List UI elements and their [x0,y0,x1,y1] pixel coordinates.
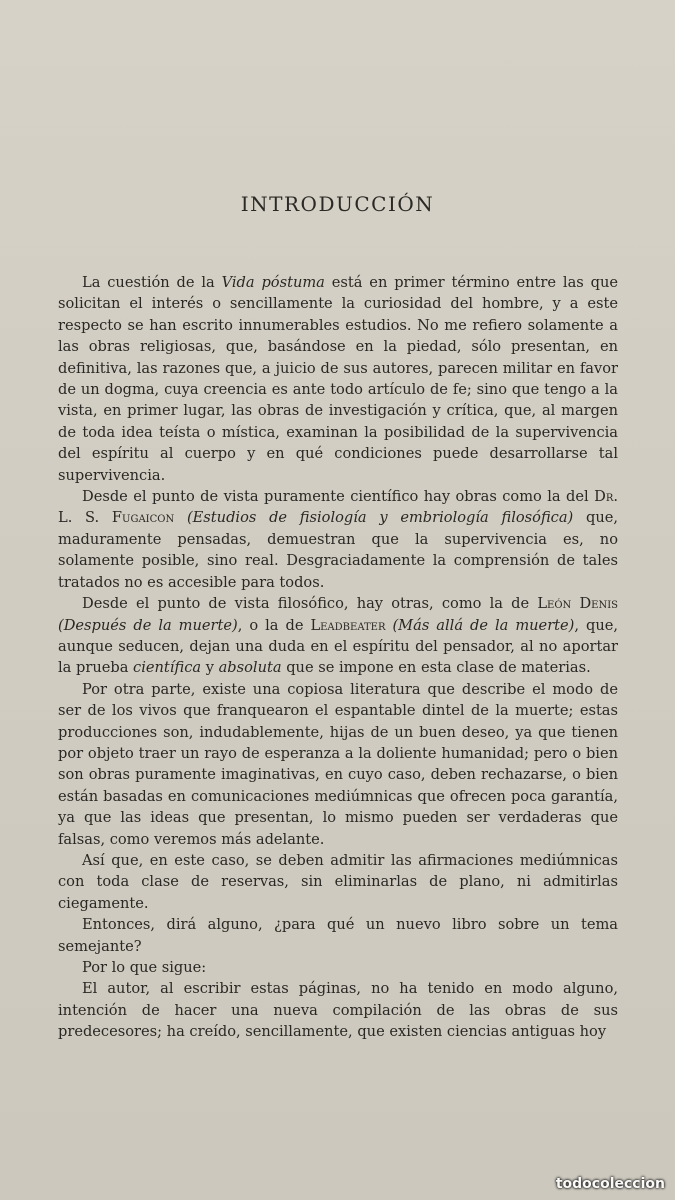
watermark-logo: todocoleccion [555,1176,665,1192]
paragraph-7: Por lo que sigue: [82,959,207,976]
paragraph-6: Entonces, dirá alguno, ¿para qué un nuevo libro sobre un tema semejante? [58,916,618,955]
paragraph-1: La cuestión de la Vida póstuma está en primer término entre las que solicitan el interés o sencillamente la curiosidad del hombre, y a este respecto se han escrito innumerables estudios. No me refiero solamente a las obras religiosas, que, basándose en la piedad, sólo presentan, en definitiva, las razones que, a juicio de sus autores, parecen militar en favor de un dogma, cuya creencia es ante todo artículo de fe; sino que tengo a la vista, en primer lugar, las obras de investigación y crítica, que, al margen de toda idea teísta o mística, examinan la posibilidad de la supervivencia del espíritu al cuerpo y en qué condiciones puede desarrollarse tal supervivencia. [58,274,618,484]
body-text [58,272,618,1043]
paragraph-2: Desde el punto de vista puramente científico hay obras como la del Dr. L. S. Fugaicon (Estudios de fisiología y embriología filosófica) que, maduramente pensadas, demuestran que la supervivencia es, no solamente posible, sino real. Desgraciadamente la comprensión de tales tratados no es accesible para todos. [58,488,618,591]
paragraph-8: El autor, al escribir estas páginas, no ha tenido en modo alguno, intención de hacer una nueva compilación de las obras de sus predecesores; ha creído, sencillamente, que existen ciencias antiguas hoy [58,980,618,1041]
paragraph-3: Desde el punto de vista filosófico, hay otras, como la de León Denis (Después de la muerte), o la de Leadbeater (Más allá de la muerte), que, aunque seducen, dejan una duda en el espíritu del pensador, al no aportar la prueba científica y absoluta que se impone en esta clase de materias. [58,595,619,677]
paragraph-5: Así que, en este caso, se deben admitir las afirmaciones mediúmnicas con toda clase de reservas, sin eliminarlas de plano, ni admitirlas ciegamente. [58,851,618,912]
chapter-heading: INTRODUCCIÓN [240,192,435,216]
paragraph-4: Por otra parte, existe una copiosa literatura que describe el modo de ser de los vivos que franquearon el espantable dintel de la muerte; estas producciones son, indudablemente, hijas de un buen deseo, ya que tienen por objeto traer un rayo de esperanza a la doliente humanidad; pero o bien son obras puramente imaginativas, en cuyo caso, deben rechazarse, o bien están basadas en comunicaciones mediúmnicas que ofrecen poca garantía, ya que las ideas que presentan, lo mismo pueden ser verdaderas que falsas, como veremos más adelante. [58,680,618,848]
